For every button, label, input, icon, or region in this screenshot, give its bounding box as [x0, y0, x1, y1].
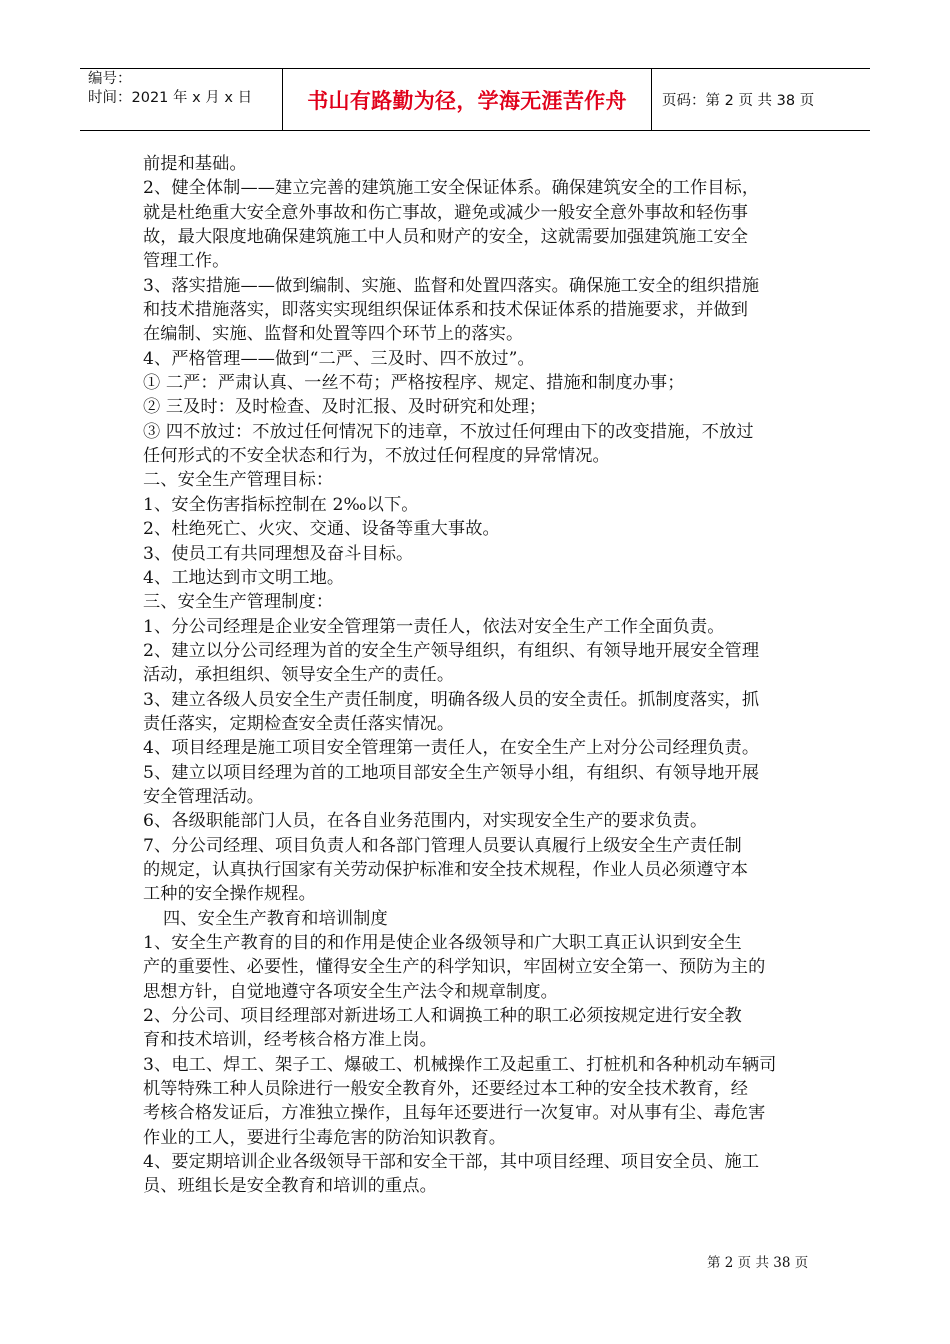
page-header: [80, 68, 870, 131]
text-line: 2、杜绝死亡、火灾、交通、设备等重大事故。: [143, 519, 500, 540]
text-line: 故，最大限度地确保建筑施工中人员和财产的安全，这就需要加强建筑施工安全: [143, 227, 749, 248]
text-line: ① 二严：严肃认真、一丝不苟；严格按程序、规定、措施和制度办事；: [143, 373, 685, 394]
text-line: 前提和基础。: [143, 154, 247, 174]
text-line: 6、各级职能部门人员，在各自业务范围内，对实现安全生产的要求负责。: [143, 811, 708, 832]
footer-page-number: 第 2 页 共 38 页: [707, 1255, 809, 1271]
text-line: 安全管理活动。: [143, 786, 265, 807]
text-line: 1、分公司经理是企业安全管理第一责任人，依法对安全生产工作全面负责。: [143, 616, 725, 637]
text-line: 2、建立以分公司经理为首的安全生产领导组织，有组织、有领导地开展安全管理: [143, 640, 760, 661]
page-info-text: 页码：第 2 页 共 38 页: [662, 93, 815, 109]
text-line: 员、班组长是安全教育和培训的重点。: [143, 1176, 437, 1197]
text-line: 育和技术培训，经考核合格方准上岗。: [143, 1030, 437, 1051]
text-line: 3、落实措施——做到编制、实施、监督和处置四落实。确保施工安全的组织措施: [143, 275, 760, 296]
text-line: 责任落实，定期检查安全责任落实情况。: [143, 713, 455, 734]
text-line: 4、工地达到市文明工地。: [143, 567, 345, 588]
text-line: 考核合格发证后，方准独立操作，且每年还要进行一次复审。对从事有尘、毒危害: [143, 1103, 766, 1124]
text-line: 机等特殊工种人员除进行一般安全教育外，还要经过本工种的安全技术教育，经: [143, 1079, 749, 1100]
text-line: 3、电工、焊工、架子工、爆破工、机械操作工及起重工、打桩机和各种机动车辆司: [143, 1054, 777, 1075]
text-line: 7、分公司经理、项目负责人和各部门管理人员要认真履行上级安全生产责任制: [143, 835, 742, 856]
serial-label: 编号：: [88, 71, 132, 87]
text-line: 思想方针，自觉地遵守各项安全生产法令和规章制度。: [143, 981, 558, 1002]
motto-text: 书山有路勤为径，学海无涯苦作舟: [307, 88, 627, 113]
text-line: 产的重要性、必要性，懂得安全生产的科学知识，牢固树立安全第一、预防为主的: [143, 957, 766, 978]
text-line: 2、健全体制——建立完善的建筑施工安全保证体系。确保建筑安全的工作目标，: [143, 178, 760, 199]
document-body: [143, 152, 811, 1199]
header-meta: [80, 69, 283, 130]
text-line: ② 三及时：及时检查、及时汇报、及时研究和处理；: [143, 397, 547, 418]
text-line: 就是杜绝重大安全意外事故和伤亡事故，避免或减少一般安全意外事故和轻伤事: [143, 202, 749, 223]
text-line: 作业的工人，要进行尘毒危害的防治知识教育。: [143, 1127, 507, 1148]
text-line: 的规定，认真执行国家有关劳动保护标准和安全技术规程，作业人员必须遵守本: [143, 859, 749, 880]
text-line: 5、建立以项目经理为首的工地项目部安全生产领导小组，有组织、有领导地开展: [143, 762, 760, 783]
text-line: 和技术措施落实，即落实实现组织保证体系和技术保证体系的措施要求，并做到: [143, 300, 749, 321]
time-label: 时间：2021 年 x 月 x 日: [88, 90, 253, 106]
section-heading: 三、安全生产管理制度：: [143, 592, 334, 613]
text-line: 工种的安全操作规程。: [143, 884, 316, 905]
text-line: 3、建立各级人员安全生产责任制度，明确各级人员的安全责任。抓制度落实，抓: [143, 689, 760, 710]
text-line: 在编制、实施、监督和处置等四个环节上的落实。: [143, 324, 524, 345]
header-motto-cell: [283, 69, 652, 130]
section-heading: 二、安全生产管理目标：: [143, 470, 334, 491]
text-line: 4、项目经理是施工项目安全管理第一责任人，在安全生产上对分公司经理负责。: [143, 738, 760, 759]
text-line: 4、要定期培训企业各级领导干部和安全干部，其中项目经理、项目安全员、施工: [143, 1152, 760, 1173]
text-line: 1、安全伤害指标控制在 2‰以下。: [143, 494, 419, 515]
section-heading: 四、安全生产教育和培训制度: [163, 908, 388, 929]
text-line: 管理工作。: [143, 251, 230, 272]
text-line: 1、安全生产教育的目的和作用是使企业各级领导和广大职工真正认识到安全生: [143, 933, 742, 953]
text-line: 2、分公司、项目经理部对新进场工人和调换工种的职工必须按规定进行安全教: [143, 1006, 742, 1027]
text-line: 活动，承担组织、领导安全生产的责任。: [143, 665, 455, 686]
page-footer: [707, 1251, 808, 1271]
text-line: 3、使员工有共同理想及奋斗目标。: [143, 543, 414, 564]
text-line: 任何形式的不安全状态和行为，不放过任何程度的异常情况。: [143, 446, 610, 467]
text-line: 4、严格管理——做到“二严、三及时、四不放过”。: [143, 348, 535, 369]
text-line: ③ 四不放过：不放过任何情况下的违章，不放过任何理由下的改变措施，不放过: [143, 421, 754, 442]
header-page-info: [652, 69, 870, 130]
